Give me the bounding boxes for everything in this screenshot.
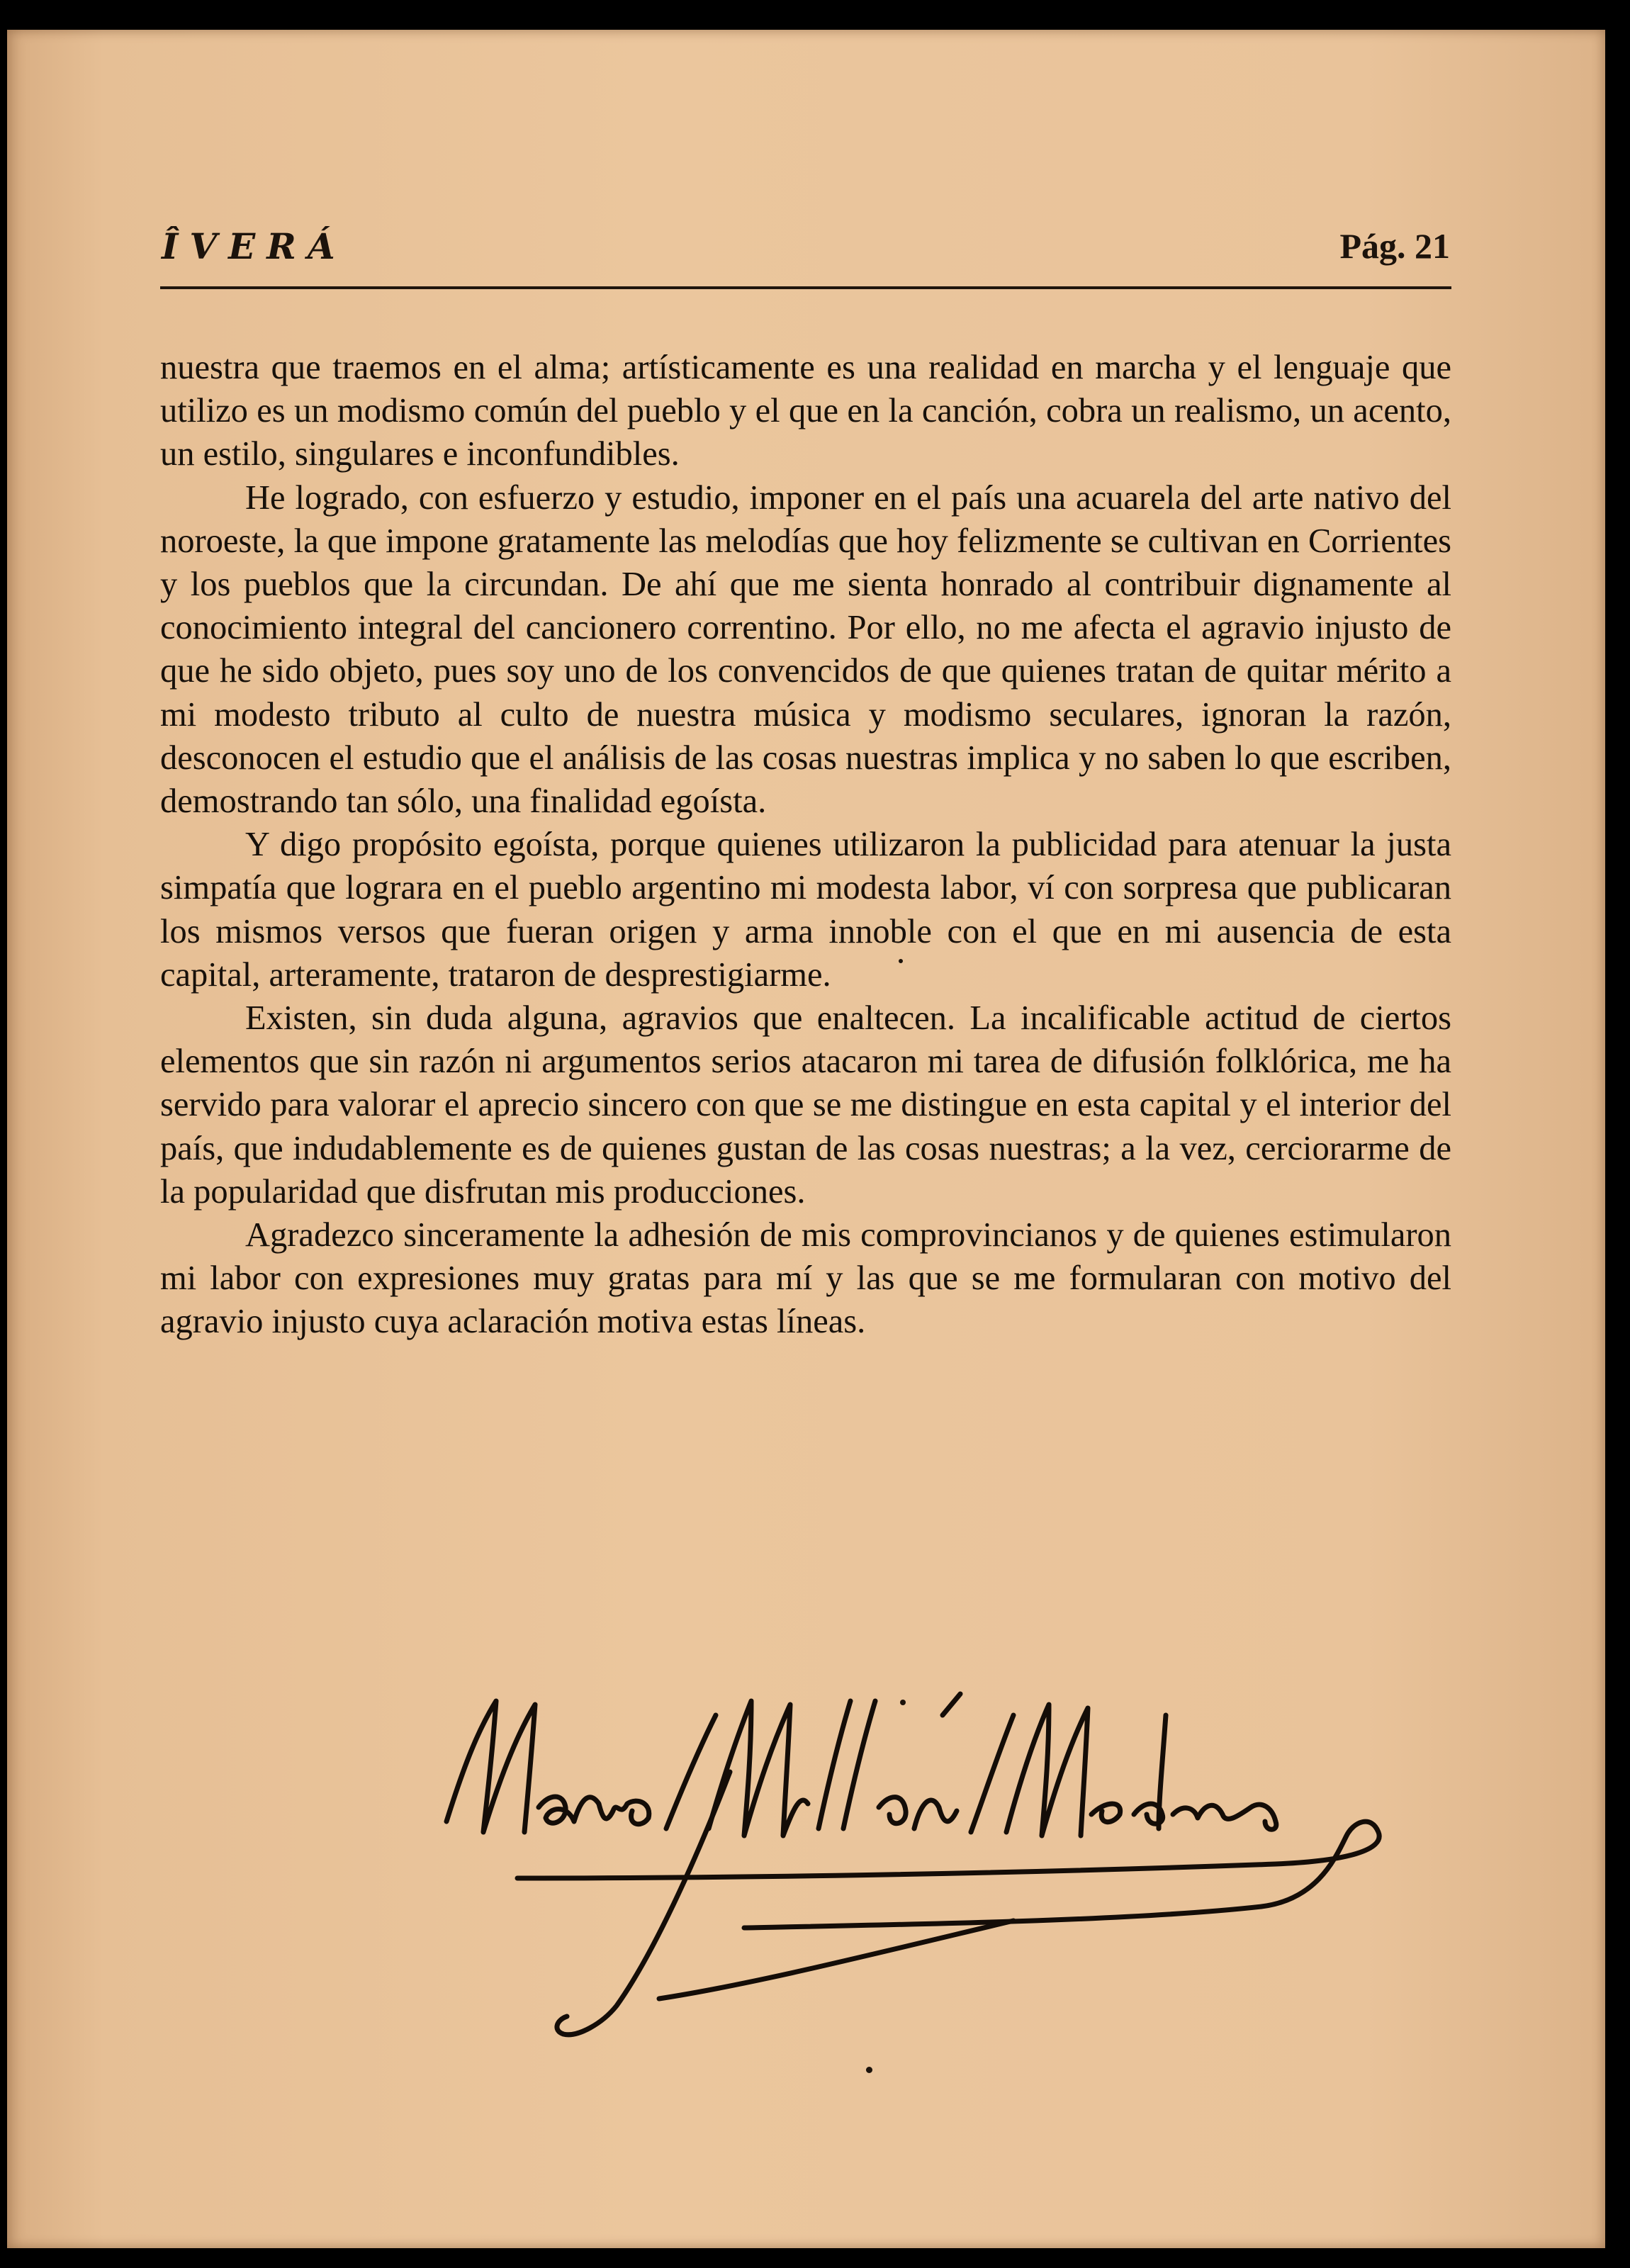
page-number: Pág. 21: [1339, 226, 1450, 266]
paragraph-5: Agradezco sinceramente la adhesión de mis comprovincianos y de quienes estimularon mi labor con expresiones muy gratas para mí y las que se me formularan con motivo del agravio injusto cuya aclaración motiva estas líneas.: [160, 1216, 1451, 1341]
article-body: [160, 346, 1451, 1344]
paragraph-1: nuestra que traemos en el alma; artísticamente es una realidad en marcha y el lenguaje que utilizo es un modismo común del pueblo y el que en la canción, cobra un realismo, un acento, un estilo, singulares e inconfundibles.: [160, 349, 1451, 473]
page-header: [162, 225, 1450, 289]
journal-title: ÎVERÁ: [162, 225, 347, 267]
handwritten-signature: [425, 1687, 1446, 2084]
ink-dot: [900, 1700, 906, 1705]
paragraph-2: He logrado, con esfuerzo y estudio, imponer en el país una acuarela del arte nativo del noroeste, la que impone gratamente las melodías que hoy felizmente se cultivan en Corrientes y los pueblos que la circundan. De ahí que me sienta honrado al contribuir dignamente al conocimiento integral del cancionero correntino. Por ello, no me afecta el agravio injusto de que he sido objeto, pues soy uno de los convencidos de que quienes tratan de quitar mérito a mi modesto tributo al culto de nuestra música y modismo seculares, ignoran la razón, desconocen el estudio que el análisis de las cosas nuestras implica y no saben lo que escriben, demostrando tan sólo, una finalidad egoísta.: [160, 478, 1451, 821]
header-rule: [160, 286, 1451, 289]
ink-dot: [866, 2067, 872, 2073]
ink-dot: [899, 959, 903, 963]
paragraph-3: Y digo propósito egoísta, porque quienes utilizaron la publicidad para atenuar la justa simpatía que lograra en el pueblo argentino mi modesta labor, ví con sorpresa que publicaran los mismos versos que fueran origen y arma innoble con el que en mi ausencia de esta capital, arteramente, trataron de desprestigiarme.: [160, 826, 1451, 994]
paragraph-4: Existen, sin duda alguna, agravios que enaltecen. La incalificable actitud de ciertos elementos que sin razón ni argumentos serios atacaron mi tarea de difusión folklórica, me ha servido para valorar el aprecio sincero con que se me distingue en esta capital y el interior del país, que indudablemente es de quienes gustan de las cosas nuestras; a la vez, cerciorarme de la popularidad que disfrutan mis producciones.: [160, 999, 1451, 1211]
